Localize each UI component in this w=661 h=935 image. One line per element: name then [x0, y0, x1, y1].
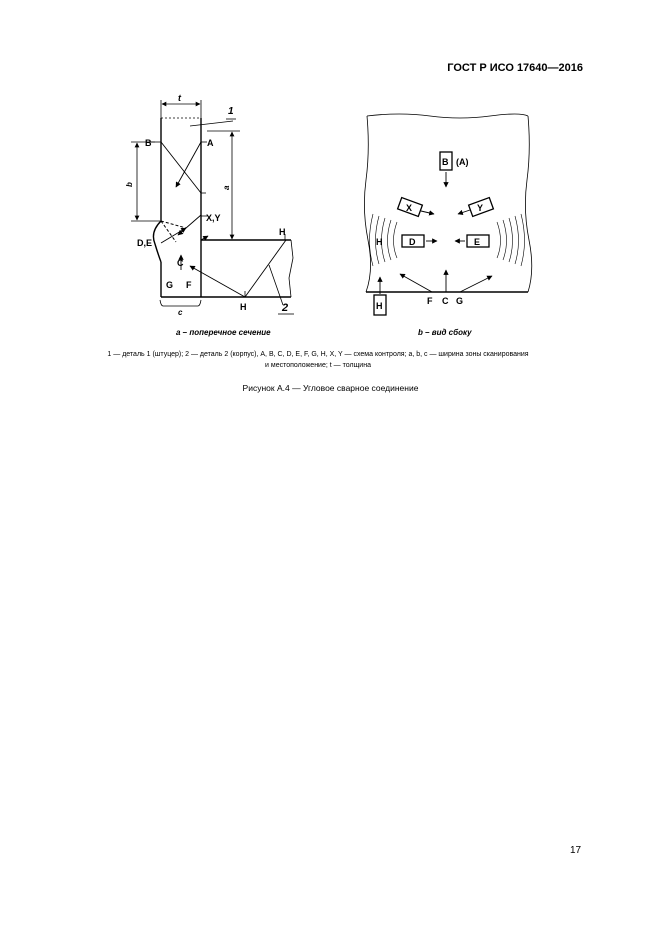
- legend-line-1: 1 — деталь 1 (штуцер); 2 — деталь 2 (корпус), A, B, C, D, E, F, G, H, X, Y — схема контроля; a, b, c — ширина зоны сканирования: [107, 351, 529, 358]
- pos-H-top-label: H: [279, 227, 286, 237]
- label-C: C: [442, 296, 449, 306]
- dim-b-label: b: [125, 182, 134, 187]
- probe-H-label: H: [376, 301, 383, 311]
- dim-t-label: t: [178, 93, 181, 103]
- figure-caption: Рисунок А.4 — Угловое сварное соединение: [242, 383, 419, 393]
- part-1-label: 1: [228, 106, 234, 117]
- figure-drawing: [0, 0, 661, 330]
- probe-E-label: E: [474, 237, 481, 247]
- pos-C-label: C: [177, 258, 184, 268]
- label-H-left: H: [376, 237, 383, 247]
- legend-line-2: и местоположение; t — толщина: [265, 362, 371, 369]
- side-view-panel: [364, 114, 531, 315]
- pos-A-label: A: [207, 138, 214, 148]
- standard-header: ГОСТ Р ИСО 17640—2016: [447, 62, 583, 74]
- figure-legend: [48, 349, 588, 371]
- probe-B-label: B: [442, 157, 449, 167]
- cross-section-panel: [131, 100, 294, 314]
- probe-D-label: D: [409, 237, 416, 247]
- pos-DE-label: D,E: [137, 238, 153, 248]
- caption-side-view: b – вид сбоку: [418, 328, 472, 337]
- pos-XY-label: X,Y: [206, 213, 221, 223]
- pos-G-label: G: [166, 280, 174, 290]
- pos-B-label: B: [145, 138, 152, 148]
- dim-c-label: c: [178, 308, 183, 317]
- caption-cross-section: a – поперечное сечение: [176, 328, 271, 337]
- label-G: G: [456, 296, 464, 306]
- pos-F-label: F: [186, 280, 192, 290]
- probe-Y-label: Y: [477, 203, 484, 213]
- probe-A-paren-label: (A): [456, 157, 469, 167]
- pos-H-bottom-label: H: [240, 302, 247, 312]
- label-F: F: [427, 296, 433, 306]
- probe-X-label: X: [406, 203, 413, 213]
- dim-a-label: a: [222, 185, 231, 190]
- part-2-label: 2: [282, 302, 289, 314]
- page-number: 17: [570, 845, 582, 856]
